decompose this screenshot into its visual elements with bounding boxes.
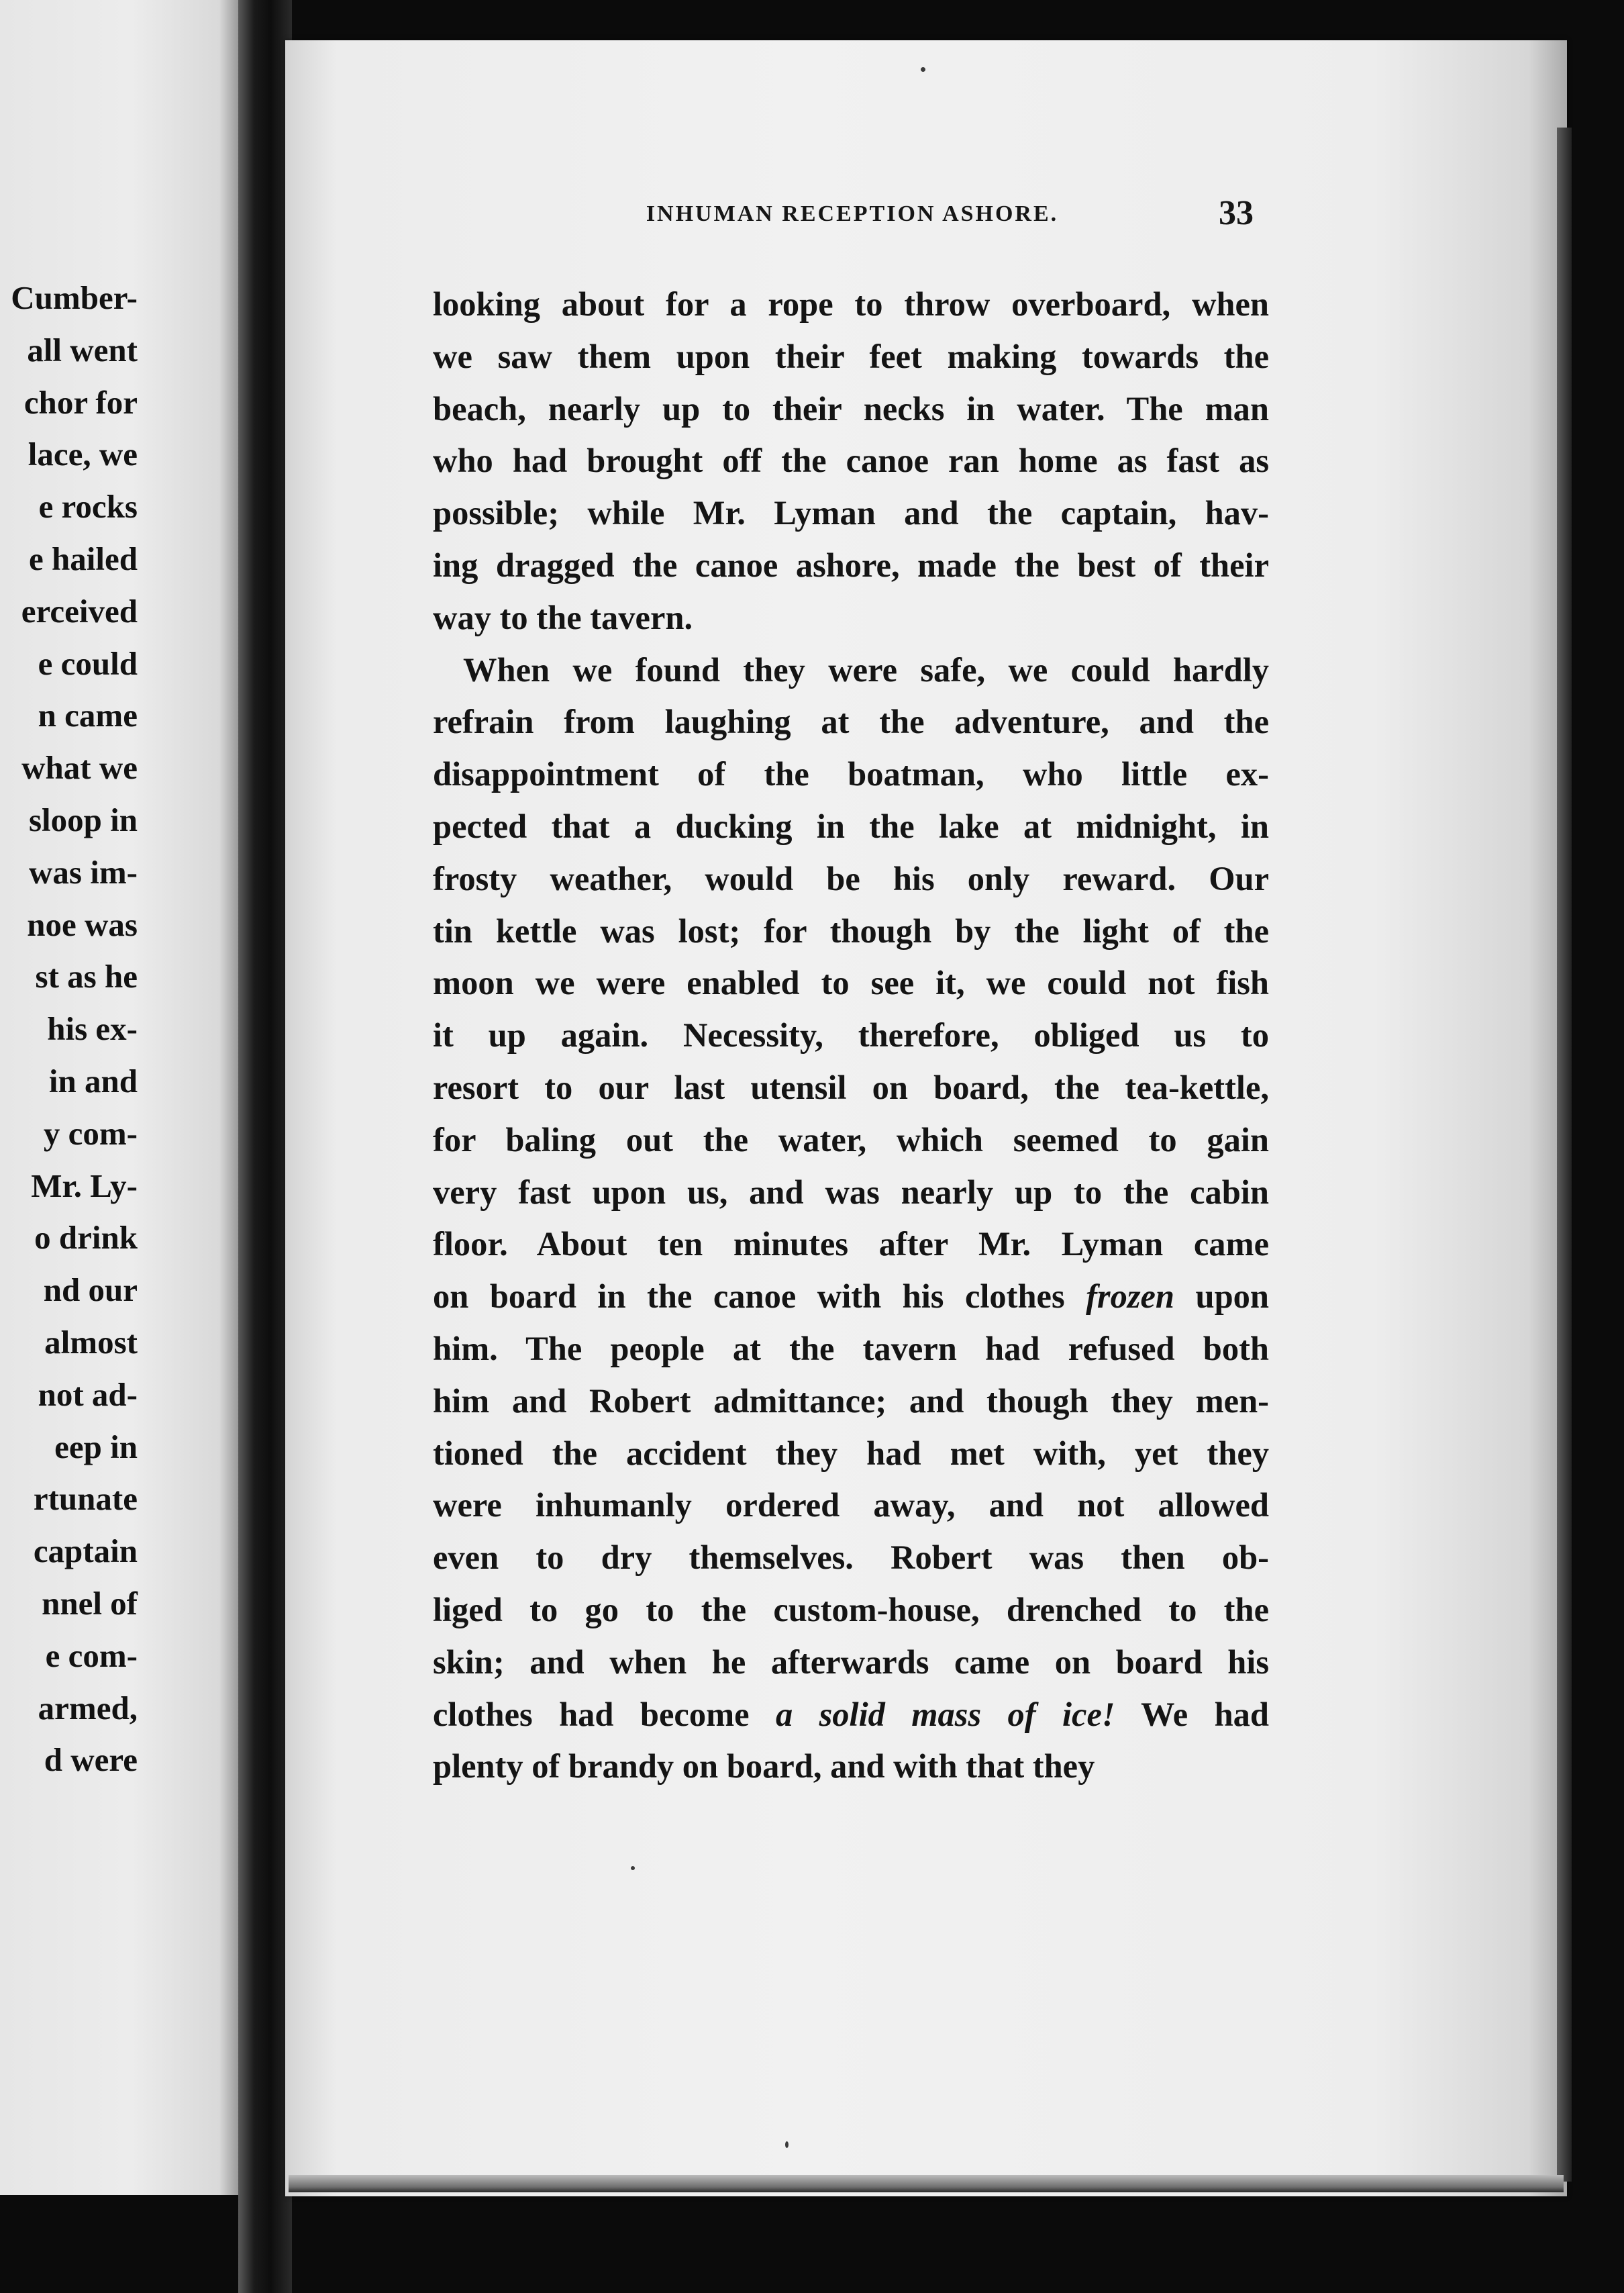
text-line: moon we were enabled to see it, we could not fish — [433, 964, 1269, 1002]
facing-line: armed, — [38, 1689, 138, 1726]
italic-phrase: a solid mass of ice! — [775, 1695, 1115, 1733]
text-line: floor. About ten minutes after Mr. Lyman came — [433, 1225, 1269, 1263]
facing-line: o drink — [34, 1219, 138, 1257]
text-line: looking about for a rope to throw overboard, when — [433, 285, 1269, 323]
text-line: were inhumanly ordered away, and not allowed — [433, 1486, 1269, 1524]
text-line: even to dry themselves. Robert was then ob- — [433, 1539, 1269, 1577]
facing-line: nd our — [43, 1271, 138, 1309]
facing-line: st as he — [35, 958, 138, 995]
text-line: him. The people at the tavern had refused both — [433, 1329, 1269, 1367]
text-line: frosty weather, would be his only reward. Our — [433, 859, 1269, 897]
page-body-text — [433, 279, 1269, 1793]
facing-line: sloop in — [28, 801, 138, 838]
text-segment: clothes had become — [433, 1695, 776, 1733]
facing-line: rtunate — [33, 1480, 138, 1518]
facing-line: y com- — [43, 1114, 138, 1152]
text-line: plenty of brandy on board, and with that they — [433, 1747, 1095, 1786]
facing-line: in and — [48, 1062, 138, 1100]
paper-speck — [921, 67, 925, 72]
text-line: When we found they were safe, we could hardly — [463, 650, 1269, 689]
facing-line: chor for — [23, 383, 138, 421]
book-gutter — [238, 0, 292, 2293]
text-segment: on board in the canoe with his clothes — [433, 1277, 1086, 1316]
facing-line: Cumber- — [11, 279, 138, 316]
text-line: liged to go to the custom-house, drenched to the — [433, 1590, 1269, 1628]
page-bottom-edge — [289, 2175, 1564, 2192]
facing-page-left — [0, 0, 238, 2195]
facing-line: Mr. Ly- — [31, 1167, 138, 1204]
text-line: it up again. Necessity, therefore, obliged us to — [433, 1016, 1269, 1055]
facing-line: all went — [27, 331, 138, 369]
text-line: pected that a ducking in the lake at midnight, in — [433, 807, 1269, 845]
facing-line: e could — [38, 644, 138, 682]
paper-speck — [631, 1866, 635, 1870]
facing-line: almost — [44, 1323, 138, 1361]
facing-line: e rocks — [38, 488, 138, 526]
text-line: beach, nearly up to their necks in water. The man — [433, 389, 1269, 428]
text-line: who had brought off the canoe ran home as fast as — [433, 442, 1269, 480]
facing-line: d were — [44, 1741, 138, 1779]
text-line: for baling out the water, which seemed to gain — [433, 1120, 1269, 1159]
running-head: INHUMAN RECEPTION ASHORE. — [646, 201, 1059, 226]
facing-line: eep in — [54, 1428, 138, 1465]
text-line: resort to our last utensil on board, the tea-kettle, — [433, 1068, 1269, 1106]
facing-line: e hailed — [29, 540, 138, 577]
text-line: skin; and when he afterwards came on board his — [433, 1643, 1269, 1681]
italic-phrase: frozen — [1086, 1277, 1174, 1316]
text-line: possible; while Mr. Lyman and the captain, hav- — [433, 494, 1269, 532]
facing-page-text — [0, 272, 138, 1786]
facing-line: nnel of — [42, 1584, 138, 1622]
paper-speck — [785, 2141, 789, 2148]
facing-line: was im- — [29, 853, 138, 891]
facing-line: captain — [33, 1532, 138, 1570]
text-line: ing dragged the canoe ashore, made the best of their — [433, 546, 1269, 584]
text-line: him and Robert admittance; and though they men- — [433, 1381, 1269, 1420]
facing-line: n came — [38, 697, 138, 734]
page-number: 33 — [1219, 194, 1254, 232]
facing-line: lace, we — [28, 436, 138, 473]
text-line: tin kettle was lost; for though by the light of the — [433, 912, 1269, 950]
facing-line: erceived — [21, 592, 138, 630]
text-line: disappointment of the boatman, who little ex- — [433, 755, 1269, 793]
text-line — [433, 1271, 1269, 1323]
facing-line: e com- — [45, 1637, 138, 1674]
text-line: tioned the accident they had met with, yet they — [433, 1434, 1269, 1472]
text-line: very fast upon us, and was nearly up to the cabin — [433, 1173, 1269, 1211]
facing-line: what we — [21, 749, 138, 787]
text-line: way to the tavern. — [433, 598, 693, 636]
facing-line: noe was — [27, 906, 138, 943]
text-line — [433, 1689, 1269, 1741]
page-edge-shadow — [1557, 128, 1572, 2182]
text-segment: We had — [1115, 1695, 1269, 1733]
facing-line: his ex- — [47, 1010, 138, 1048]
text-line: refrain from laughing at the adventure, and the — [433, 703, 1269, 741]
facing-line: not ad- — [38, 1375, 138, 1413]
text-line: we saw them upon their feet making towards the — [433, 337, 1269, 375]
text-segment: upon — [1174, 1277, 1269, 1316]
